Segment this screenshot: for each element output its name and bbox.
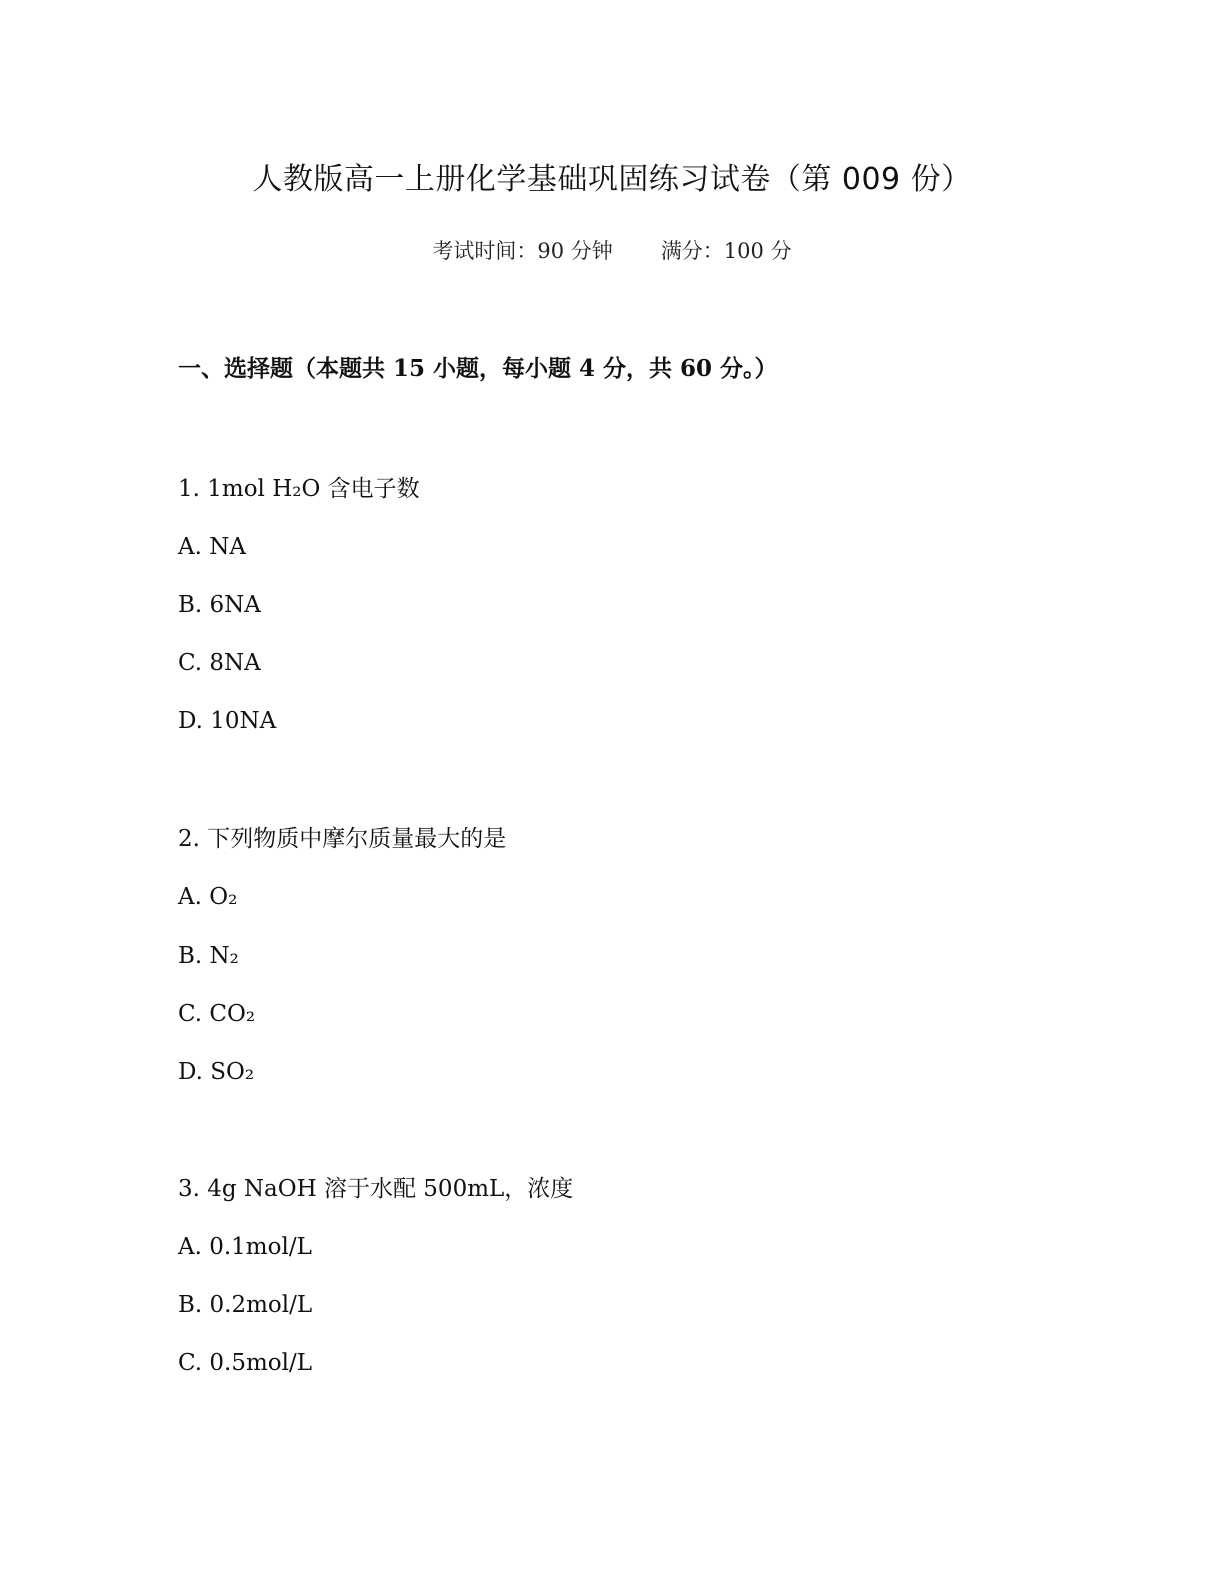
exam-info bbox=[0, 235, 1224, 267]
question-1-option-c: C. 8NA bbox=[178, 650, 261, 676]
question-3-option-c: C. 0.5mol/L bbox=[178, 1350, 313, 1376]
section-heading: 一、选择题（本题共 15 小题，每小题 4 分，共 60 分。） bbox=[178, 355, 778, 382]
question-1-option-a: A. NA bbox=[178, 534, 246, 560]
question-3-option-b: B. 0.2mol/L bbox=[178, 1292, 313, 1318]
question-2-option-b: B. N₂ bbox=[178, 943, 239, 969]
question-2-option-d: D. SO₂ bbox=[178, 1059, 255, 1085]
question-3-option-a: A. 0.1mol/L bbox=[178, 1234, 312, 1260]
exam-title: 人教版高一上册化学基础巩固练习试卷（第 009 份） bbox=[252, 162, 972, 197]
question-2-stem: 2. 下列物质中摩尔质量最大的是 bbox=[178, 826, 507, 852]
exam-full-score: 满分：100 分 bbox=[660, 239, 792, 263]
question-1-option-b: B. 6NA bbox=[178, 592, 261, 618]
question-1-option-d: D. 10NA bbox=[178, 708, 277, 734]
question-2-option-a: A. O₂ bbox=[178, 884, 238, 910]
question-1-stem: 1. 1mol H₂O 含电子数 bbox=[178, 476, 420, 502]
question-3-stem: 3. 4g NaOH 溶于水配 500mL，浓度 bbox=[178, 1176, 574, 1202]
exam-time: 考试时间：90 分钟 bbox=[432, 239, 613, 263]
question-2-option-c: C. CO₂ bbox=[178, 1001, 256, 1027]
